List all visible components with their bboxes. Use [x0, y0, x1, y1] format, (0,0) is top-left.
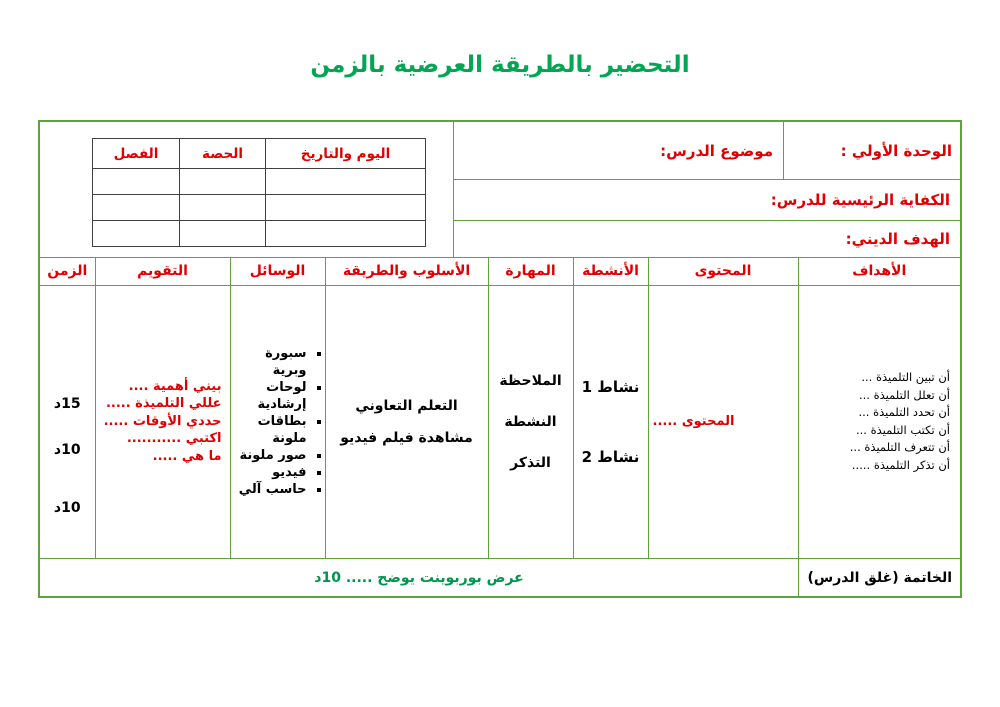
lesson-plan-table — [38, 120, 962, 598]
tools-cell — [230, 285, 325, 558]
schedule-empty-row — [93, 195, 426, 221]
schedule-area — [40, 122, 453, 257]
activity-item: نشاط 2 — [581, 447, 640, 466]
lesson-subject-label: موضوع الدرس: — [660, 141, 773, 160]
time-item: 15د — [53, 395, 81, 412]
footer-row — [40, 559, 960, 597]
schedule-empty-cell — [180, 221, 266, 247]
schedule-empty-row — [93, 169, 426, 195]
tool-item: ▪ حاسب آلي — [233, 481, 307, 498]
col-header-skill: المهارة — [488, 258, 573, 285]
religious-goal-label: الهدف الديني: — [845, 230, 950, 248]
tools-list — [231, 345, 325, 498]
grid-header-row — [40, 258, 960, 285]
schedule-header-row — [93, 139, 426, 169]
schedule-empty-cell — [93, 195, 180, 221]
schedule-empty-cell — [266, 195, 426, 221]
header-section — [40, 122, 960, 258]
evaluation-item: ما هي ..... — [152, 448, 222, 464]
evaluation-item: حددي الأوقات ..... — [103, 413, 222, 429]
schedule-table — [92, 138, 426, 247]
tool-item: ▪ فيديو — [233, 464, 307, 481]
lesson-grid — [40, 258, 960, 559]
main-competency-label: الكفاية الرئيسية للدرس: — [454, 180, 960, 221]
schedule-empty-cell — [266, 221, 426, 247]
col-header-evaluation: التقويم — [95, 258, 230, 285]
method-cell — [325, 285, 488, 558]
objective-item: أن تعلل التلميذة ... — [859, 387, 950, 402]
tool-item: ▪ سبورة وبرية — [233, 345, 307, 379]
col-header-content: المحتوى — [648, 258, 798, 285]
header-labels-block — [453, 122, 960, 257]
schedule-empty-cell — [266, 169, 426, 195]
skill-cell — [488, 285, 573, 558]
content-cell — [648, 285, 798, 558]
objective-item: أن تكتب التلميذة ... — [855, 422, 950, 437]
skill-item: التذكر — [510, 454, 551, 471]
activity-item: نشاط 1 — [581, 377, 640, 396]
schedule-header-period: الحصة — [180, 139, 266, 169]
objective-item: أن تتعرف التلميذة ... — [849, 440, 950, 454]
objective-item: أن تبين التلميذة ... — [861, 370, 950, 384]
schedule-empty-cell — [180, 195, 266, 221]
method-item: التعلم التعاوني — [355, 397, 458, 414]
objective-item: أن تذكر التلميذة ..... — [851, 457, 950, 472]
powerpoint-note: عرض بوربوينت يوضح ..... 10د — [314, 569, 524, 586]
time-item: 10د — [53, 441, 81, 458]
evaluation-item: عللي التلميذة ..... — [105, 396, 222, 412]
schedule-empty-cell — [93, 221, 180, 247]
unit-label: الوحدة الأولي : — [783, 122, 960, 179]
schedule-header-class: الفصل — [93, 139, 180, 169]
closing-label: الخاتمة (غلق الدرس) — [798, 559, 960, 597]
schedule-header-day-date: اليوم والتاريخ — [266, 139, 426, 169]
evaluation-item: بيني أهمية .... — [128, 378, 222, 394]
page-title: التحضير بالطريقة العرضية بالزمن — [310, 52, 690, 78]
method-item: مشاهدة فيلم فيديو — [340, 429, 473, 446]
objectives-cell — [798, 285, 960, 558]
schedule-empty-cell — [93, 169, 180, 195]
objective-item: أن تحدد التلميذة ... — [858, 405, 950, 419]
tool-item: ▪ لوحات إرشادية — [233, 379, 307, 413]
evaluation-item: اكتبي ........... — [126, 431, 222, 447]
evaluation-cell — [95, 285, 230, 558]
activities-cell — [573, 285, 648, 558]
col-header-time: الزمن — [40, 258, 95, 285]
schedule-empty-row — [93, 221, 426, 247]
col-header-tools: الوسائل — [230, 258, 325, 285]
time-item: 10د — [53, 499, 81, 516]
time-cell — [40, 285, 95, 558]
grid-body-row — [40, 285, 960, 558]
tool-item: ▪ بطاقات ملونة — [233, 413, 307, 447]
schedule-empty-cell — [180, 169, 266, 195]
tool-item: ▪ صور ملونة — [233, 447, 307, 464]
skill-item: النشطة — [504, 413, 557, 430]
col-header-objectives: الأهداف — [798, 258, 960, 285]
skill-item: الملاحظة — [499, 372, 562, 389]
content-placeholder: المحتوى ..... — [652, 414, 735, 429]
col-header-activities: الأنشطة — [573, 258, 648, 285]
unit-subject-row — [454, 122, 960, 180]
col-header-method: الأسلوب والطريقة — [325, 258, 488, 285]
